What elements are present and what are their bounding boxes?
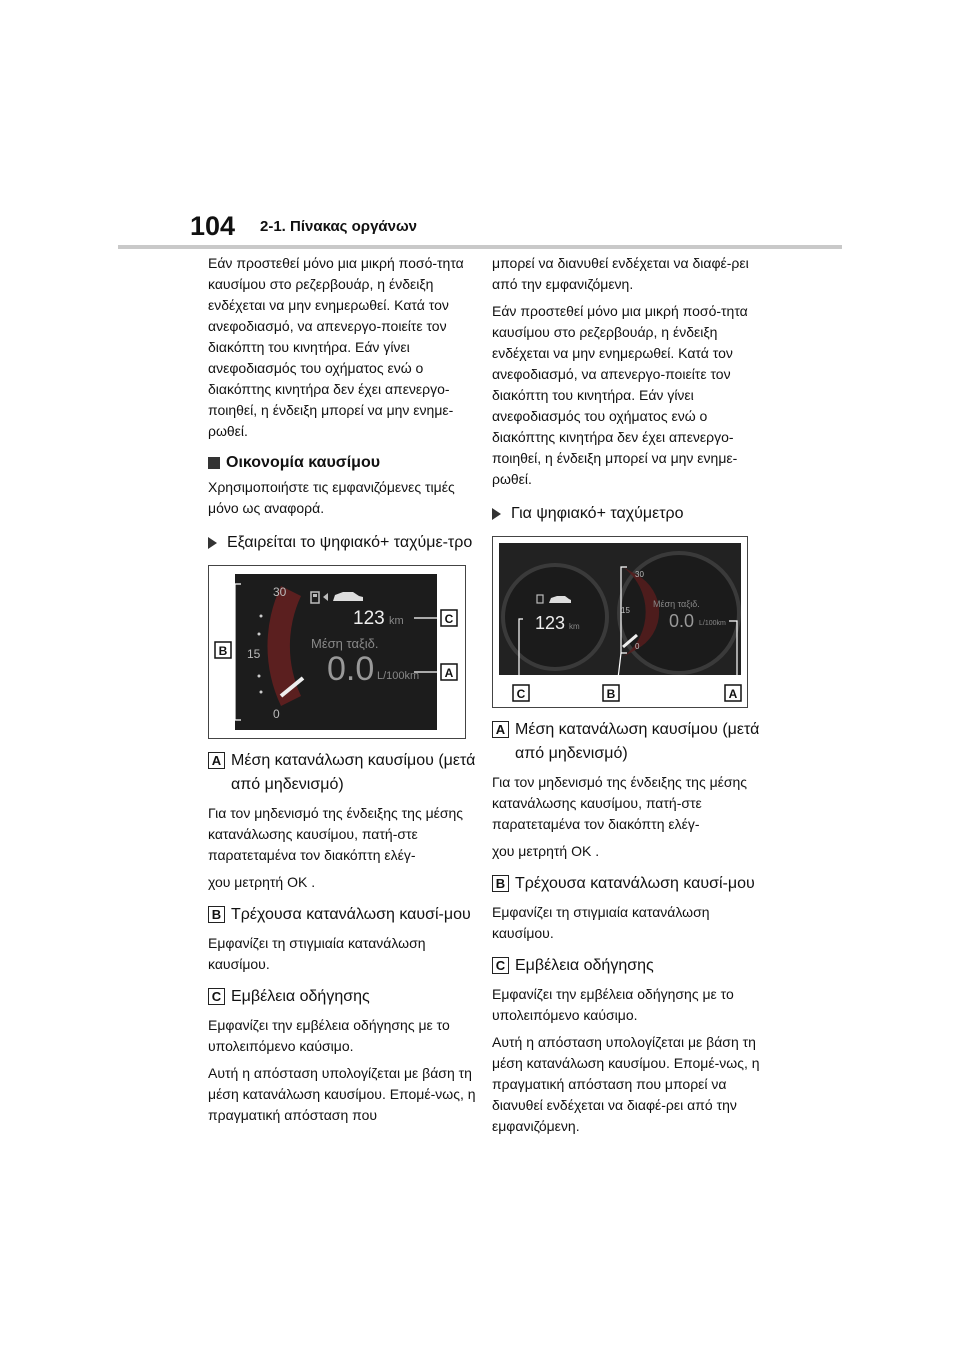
item-a-text: Για τον μηδενισμό της ένδειξης της μέσης κατανάλωσης καυσίμου, πατή-στε παρατεταμένα τον διακόπτη ελέγ- (208, 805, 464, 863)
item-c-text-2c: Αυτή η απόσταση υπολογίζεται με βάση τη μέση κατανάλωση καυσίμου. Επομέ-νως, η πραγματική απόσταση που μπορεί να διανυθεί ενδέχεται να διαφέ-ρει από την εμφανιζόμενη. (492, 1034, 760, 1134)
gauge-figure-digital (492, 536, 748, 708)
label-a-box: A (208, 752, 225, 769)
square-bullet-icon (208, 457, 220, 469)
scale-bottom-label: 0 (273, 707, 280, 721)
section-text: Χρησιμοποιήστε τις εμφανιζόμενες τιμές μόνο ως αναφορά. (208, 479, 455, 516)
callout-b: B (218, 644, 228, 658)
scale-mid-label: 15 (247, 647, 261, 661)
item-a-2 (492, 718, 762, 766)
item-c-text: Εμφανίζει την εμβέλεια οδήγησης με το υπολειπόμενο καύσιμο. (208, 1017, 450, 1054)
item-b-title-2: Τρέχουσα κατανάλωση καυσί-μου (515, 875, 755, 892)
label-a-box: A (492, 721, 509, 738)
item-c-title-2: Εμβέλεια οδήγησης (515, 957, 654, 974)
label-b-box: B (208, 906, 225, 923)
avg-unit: L/100km (377, 670, 420, 682)
item-b-title: Τρέχουσα κατανάλωση καυσί-μου (231, 906, 471, 923)
callout-c: C (444, 612, 454, 626)
scale-top-label: 30 (273, 585, 287, 599)
page-number: 104 (190, 211, 236, 241)
section-heading (208, 452, 478, 473)
avg-unit-2: L/100km (699, 620, 726, 627)
item-c-2 (492, 954, 762, 978)
subsection-title: Εξαιρείται το ψηφιακό+ ταχύμε-τρο (227, 534, 473, 551)
label-c-box: C (492, 957, 509, 974)
label-b-box: B (492, 875, 509, 892)
item-a-text-ok-2: χου μετρητή OK . (492, 843, 600, 859)
scale-top-label-2: 30 (635, 570, 644, 579)
gauge-figure-standard (208, 565, 466, 739)
section-title: Οικονομία καυσίμου (226, 454, 381, 471)
subsection-heading-2 (492, 502, 762, 526)
item-c-text-2b: Εμφανίζει την εμβέλεια οδήγησης με το υπολειπόμενο καύσιμο. (492, 986, 734, 1023)
item-a-text-2: Για τον μηδενισμό της ένδειξης της μέσης κατανάλωσης καυσίμου, πατή-στε παρατεταμένα τον διακόπτη ελέγ- (492, 774, 748, 832)
callout-a: A (444, 666, 454, 680)
range-unit: km (389, 615, 404, 627)
avg-value: 0.0 (327, 650, 375, 688)
triangle-bullet-icon (208, 537, 217, 549)
item-b-text: Εμφανίζει τη στιγμιαία κατανάλωση καυσίμου. (208, 935, 426, 972)
item-c-title: Εμβέλεια οδήγησης (231, 988, 370, 1005)
item-a-title-2: Μέση κατανάλωση καυσίμου (μετά από μηδενισμό) (515, 721, 760, 762)
avg-label: Μέση ταξιδ. (311, 636, 379, 651)
avg-value-2: 0.0 (669, 611, 695, 631)
header-divider (118, 245, 842, 249)
continued-text: μπορεί να διανυθεί ενδέχεται να διαφέ-ρει από την εμφανιζόμενη. (492, 255, 749, 292)
range-value: 123 (353, 608, 385, 629)
refuel-note: Εάν προστεθεί μόνο μια μικρή ποσό-τητα καυσίμου στο ρεζερβουάρ, η ένδειξη ενδέχεται να μην ενημερωθεί. Κατά τον ανεφοδιασμό, να απενεργο-ποιείτε τον διακόπτη του κινητήρα. Εάν γίνει ανεφοδιασμός του οχήματος ενώ ο διακόπτης κινητήρα δεν έχει απενεργο-ποιηθεί, η ένδειξη μπορεί να μην ενημε-ρωθεί. (208, 255, 464, 439)
range-unit-2: km (569, 622, 580, 631)
item-c (208, 985, 478, 1009)
scale-mid-label-2: 15 (621, 606, 630, 615)
avg-label-2: Μέση ταξιδ. (653, 599, 700, 609)
item-a (208, 749, 478, 797)
subsection-heading (208, 531, 478, 555)
scale-bottom-label-2: 0 (635, 642, 640, 651)
left-column (208, 253, 478, 1132)
item-c-text-2: Αυτή η απόσταση υπολογίζεται με βάση τη μέση κατανάλωση καυσίμου. Επομέ-νως, η πραγματική απόσταση που (208, 1065, 476, 1123)
digital-gauge-illustration (493, 537, 747, 707)
item-b-text-2: Εμφανίζει τη στιγμιαία κατανάλωση καυσίμου. (492, 904, 710, 941)
callout-a-2: A (728, 687, 738, 701)
right-column (492, 253, 762, 1143)
item-b-2 (492, 872, 762, 896)
chapter-title: 2-1. Πίνακας οργάνων (260, 218, 417, 235)
item-a-text-ok: χου μετρητή OK . (208, 874, 316, 890)
item-a-title: Μέση κατανάλωση καυσίμου (μετά από μηδενισμό) (231, 752, 476, 793)
callout-c-2: C (516, 687, 526, 701)
callout-b-2: B (606, 687, 616, 701)
label-c-box: C (208, 988, 225, 1005)
triangle-bullet-icon (492, 508, 501, 520)
subsection-title-2: Για ψηφιακό+ ταχύμετρο (511, 505, 684, 522)
range-value-2: 123 (535, 613, 566, 633)
gauge-illustration (209, 566, 465, 738)
refuel-note-2: Εάν προστεθεί μόνο μια μικρή ποσό-τητα καυσίμου στο ρεζερβουάρ, η ένδειξη ενδέχεται να μην ενημερωθεί. Κατά τον ανεφοδιασμό, να απενεργο-ποιείτε τον διακόπτη του κινητήρα. Εάν γίνει ανεφοδιασμός του οχήματος ενώ ο διακόπτης κινητήρα δεν έχει απενεργο-ποιηθεί, η ένδειξη μπορεί να μην ενημε-ρωθεί. (492, 303, 748, 487)
item-b (208, 903, 478, 927)
